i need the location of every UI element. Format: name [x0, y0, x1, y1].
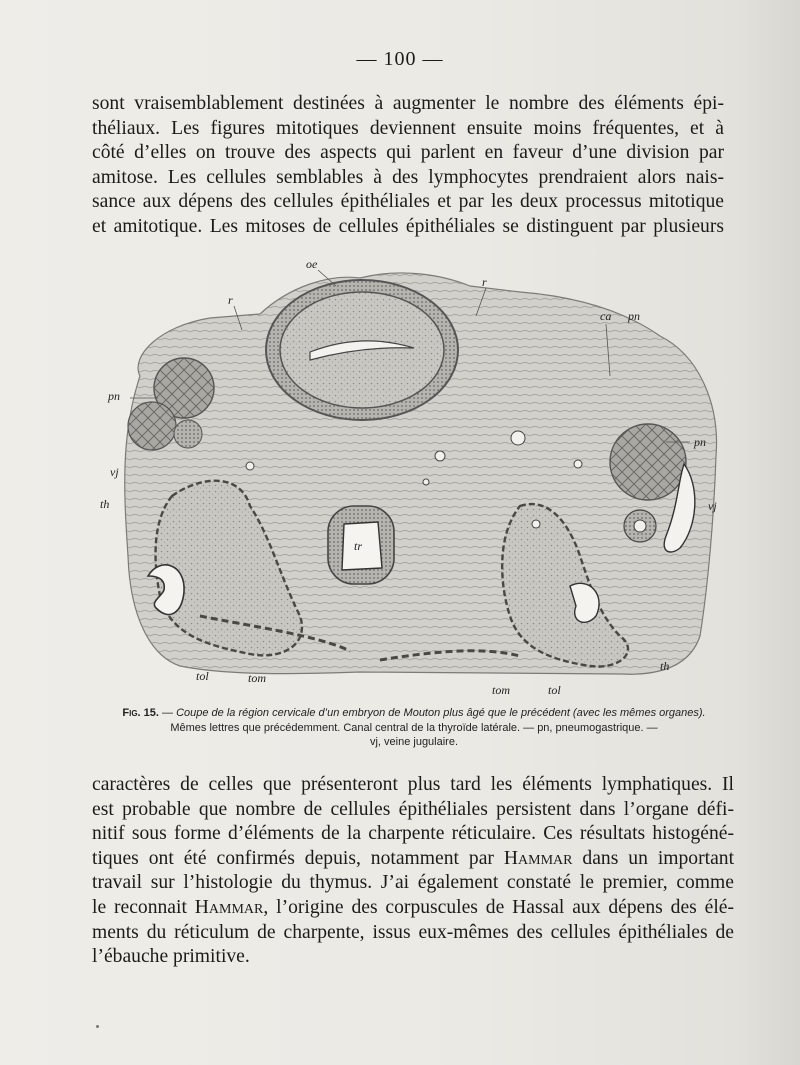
author-name: Hammar	[194, 896, 264, 918]
figure-caption-line: Mêmes lettres que précédemment. Canal central de la thyroïde latérale. — pn, pneumogastrique. —	[170, 722, 658, 734]
label-tom-right: tom	[492, 683, 510, 697]
page-number: — 100 —	[356, 48, 444, 70]
text-line: sont vraisemblablement destinées à augmenter le nombre des éléments épi-	[92, 93, 724, 114]
text-segment: dans un important	[572, 847, 735, 869]
text-segment: tiques ont été confirmés depuis, notamment par	[92, 847, 494, 869]
text-segment: , l’origine des corpuscules de Hassal aux dépens des élé-	[263, 896, 734, 918]
right-nerve	[610, 424, 686, 500]
text-line: côté d’elles on trouve des aspects qui parlent en faveur d’une division par	[92, 142, 724, 164]
label-th-left: th	[100, 497, 110, 511]
author-name: Hammar	[503, 847, 573, 869]
label-pn-right: pn	[694, 435, 706, 449]
text-line: ments du réticulum de charpente, issus eux-mêmes des cellules épithéliales de	[92, 921, 734, 943]
label-tol-left: tol	[196, 669, 209, 683]
figure-caption-title	[88, 706, 740, 720]
label-pn-top: pn	[628, 309, 640, 323]
label-oe: oe	[306, 257, 318, 271]
text-line: l’ébauche primitive.	[92, 946, 250, 968]
label-th-right: th	[660, 659, 670, 673]
label-tr: tr	[354, 539, 363, 553]
text-line: travail sur l’histologie du thymus. J’ai également constaté le premier, comme	[92, 872, 734, 894]
paragraph-top	[92, 92, 724, 240]
label-tom-left: tom	[248, 671, 266, 685]
label-r-right: r	[482, 275, 487, 289]
label-vj-left: vj	[110, 465, 119, 479]
text-line: nitif sous forme d’éléments de la charpente réticulaire. Ces résultats histogéné-	[92, 823, 734, 845]
label-vj-right: vj	[708, 499, 717, 513]
page-speck	[96, 1025, 99, 1028]
figure-caption-line: vj, veine jugulaire.	[369, 736, 459, 748]
text-line	[92, 847, 734, 872]
paragraph-bottom	[92, 773, 734, 970]
text-line: est probable que nombre de cellules épithéliales persistent dans l’organe défi-	[92, 798, 734, 820]
text-line: caractères de celles que présenteront plus tard les éléments lymphatiques. Il	[92, 774, 734, 795]
text-line	[92, 896, 734, 921]
figure-number: Fig. 15.	[122, 707, 159, 719]
text-line: et amitotique. Les mitoses de cellules épithéliales se distinguent par plusieurs	[92, 215, 724, 237]
text-line: amitose. Les cellules semblables à des lymphocytes prendraient alors nais-	[92, 166, 724, 188]
label-r-left: r	[228, 293, 233, 307]
caption-title-text: — Coupe de la région cervicale d’un embryon de Mouton plus âgé que le précédent (avec les mêmes organes).	[158, 707, 706, 719]
label-tol-right: tol	[548, 683, 561, 697]
text-line: sance aux dépens des cellules épithéliales et par les deux processus mitotique	[92, 191, 724, 213]
label-ca: ca	[600, 309, 612, 323]
histology-figure	[100, 256, 736, 704]
text-segment: le reconnait	[92, 896, 187, 918]
figure-drawing	[100, 256, 736, 704]
label-pn-left: pn	[108, 389, 120, 403]
text-line: théliaux. Les figures mitotiques deviennent ensuite moins fréquentes, et à	[92, 117, 724, 139]
